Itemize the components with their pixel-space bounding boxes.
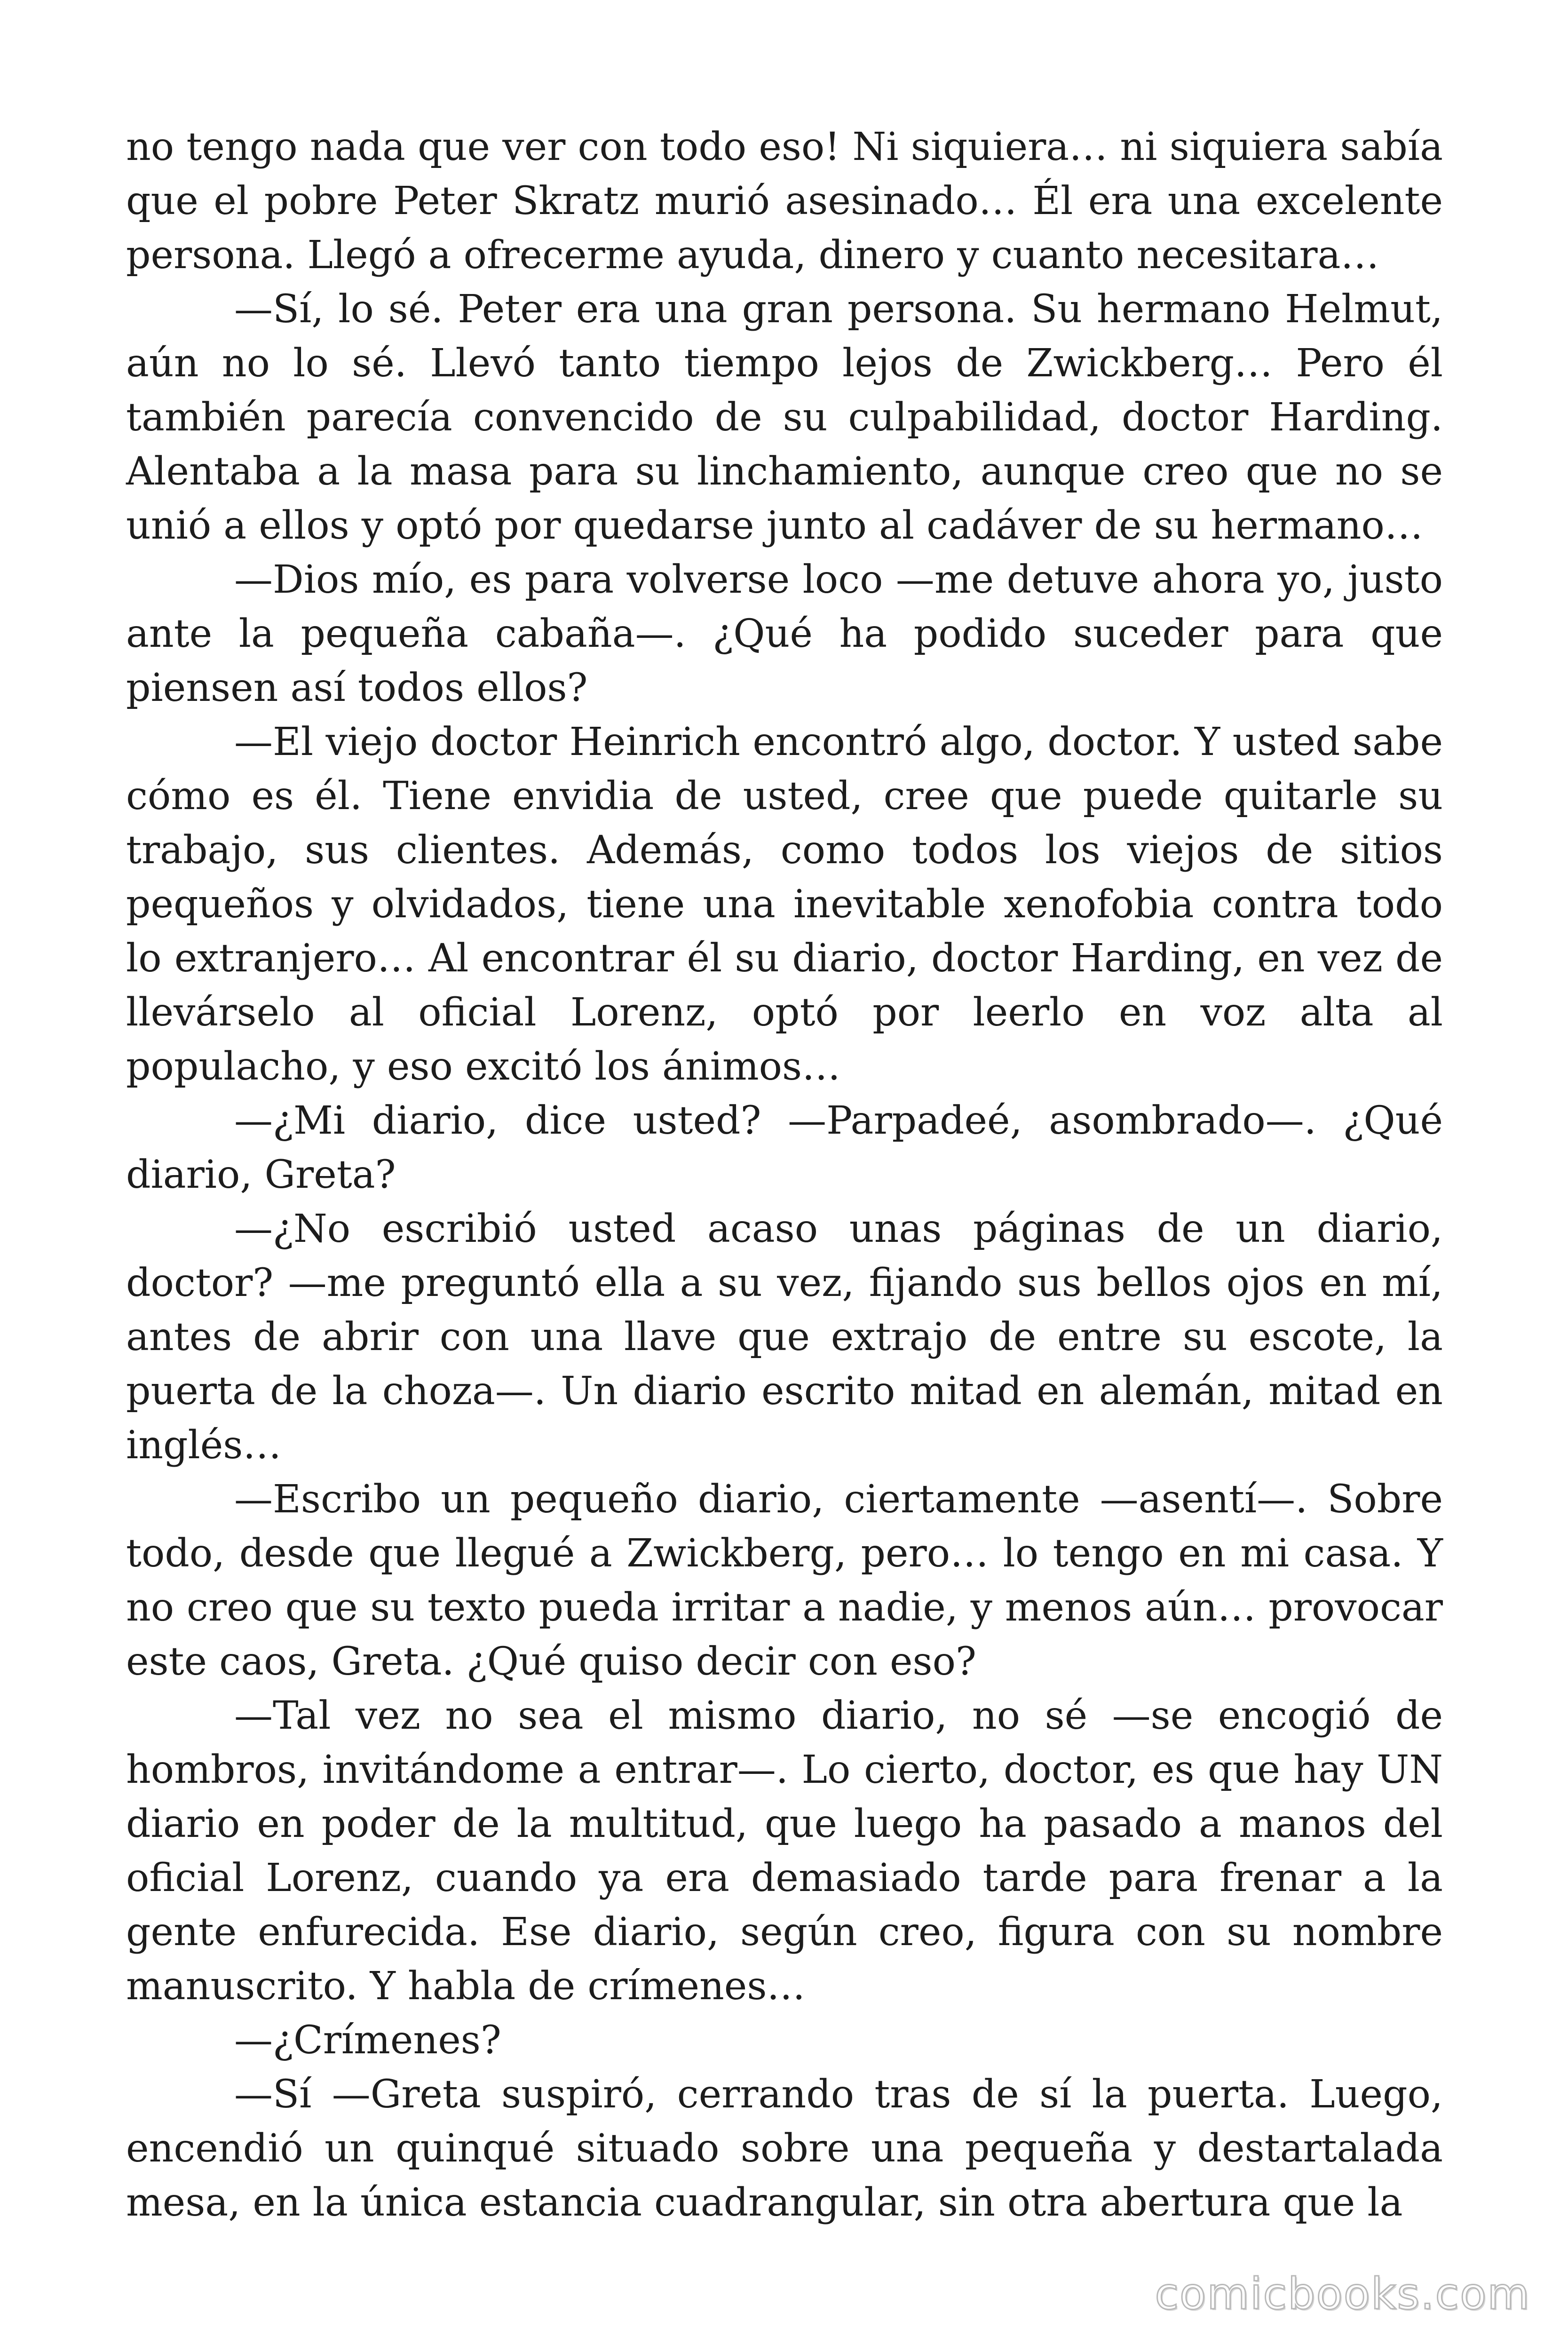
paragraph-10: —Sí —Greta suspiró, cerrando tras de sí la puerta. Luego, encendió un quinqué situado sobre una pequeña y destartalada mesa, en la única estancia cuadrangular, sin otra abertura que la	[126, 2072, 1443, 2225]
paragraph-5: —¿Mi diario, dice usted? —Parpadeé, asombrado—. ¿Qué diario, Greta?	[126, 1098, 1443, 1197]
paragraph-8: —Tal vez no sea el mismo diario, no sé —se encogió de hombros, invitándome a entrar—. Lo cierto, doctor, es que hay UN diario en poder de la multitud, que luego ha pasado a manos del oficial Lorenz, cuando ya era demasiado tarde para frenar a la gente enfurecida. Ese diario, según creo, figura con su nombre manuscrito. Y habla de crímenes…	[126, 1693, 1443, 2009]
paragraph-4: —El viejo doctor Heinrich encontró algo, doctor. Y usted sabe cómo es él. Tiene envidia de usted, cree que puede quitarle su trabajo, sus clientes. Además, como todos los viejos de sitios pequeños y olvidados, tiene una inevitable xenofobia contra todo lo extranjero… Al encontrar él su diario, doctor Harding, en vez de llevárselo al oficial Lorenz, optó por leerlo en voz alta al populacho, y eso excitó los ánimos…	[126, 720, 1443, 1089]
paragraph-2: —Sí, lo sé. Peter era una gran persona. Su hermano Helmut, aún no lo sé. Llevó tanto tiempo lejos de Zwickberg… Pero él también parecía convencido de su culpabilidad, doctor Harding. Alentaba a la masa para su linchamiento, aunque creo que no se unió a ellos y optó por quedarse junto al cadáver de su hermano…	[126, 287, 1443, 548]
paragraph-1: no tengo nada que ver con todo eso! Ni siquiera… ni siquiera sabía que el pobre Peter Skratz murió asesinado… Él era una excelente persona. Llegó a ofrecerme ayuda, dinero y cuanto necesitara…	[126, 125, 1443, 278]
watermark: comicbooks.com	[1155, 2269, 1530, 2319]
paragraph-7: —Escribo un pequeño diario, ciertamente —asentí—. Sobre todo, desde que llegué a Zwickberg, pero… lo tengo en mi casa. Y no creo que su texto pueda irritar a nadie, y menos aún… provocar este caos, Greta. ¿Qué quiso decir con eso?	[126, 1477, 1443, 1684]
page-text	[126, 120, 1443, 2230]
paragraph-3: —Dios mío, es para volverse loco —me detuve ahora yo, justo ante la pequeña cabaña—. ¿Qué ha podido suceder para que piensen así todos ellos?	[126, 557, 1443, 710]
paragraph-9: —¿Crímenes?	[234, 2018, 501, 2063]
paragraph-6: —¿No escribió usted acaso unas páginas de un diario, doctor? —me preguntó ella a su vez, fijando sus bellos ojos en mí, antes de abrir con una llave que extrajo de entre su escote, la puerta de la choza—. Un diario escrito mitad en alemán, mitad en inglés…	[126, 1207, 1443, 1468]
